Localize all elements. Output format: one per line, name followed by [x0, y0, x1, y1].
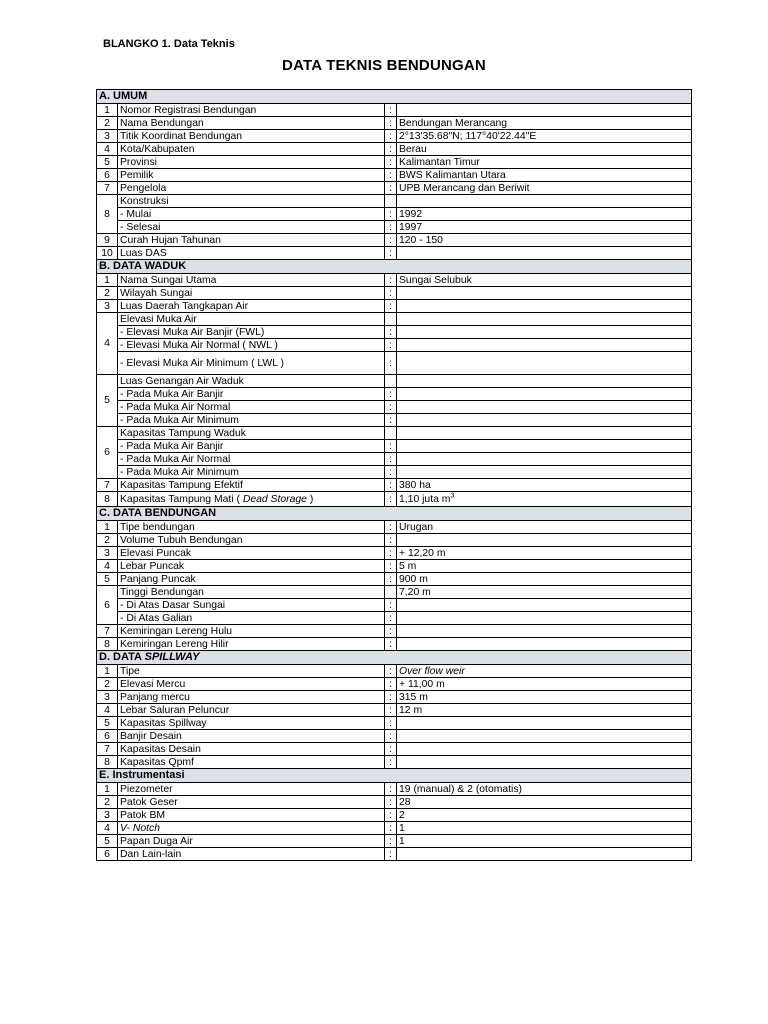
separator [385, 427, 397, 440]
row-label: - Pada Muka Air Banjir [118, 440, 385, 453]
row-label: Panjang Puncak [118, 573, 385, 586]
table-row [97, 195, 692, 208]
row-value [397, 638, 692, 651]
separator: : [385, 678, 397, 691]
row-number: 4 [97, 143, 118, 156]
separator: : [385, 117, 397, 130]
separator [385, 313, 397, 326]
row-label: - Selesai [118, 221, 385, 234]
row-value [397, 388, 692, 401]
row-value [397, 848, 692, 861]
table-row [97, 560, 692, 573]
row-label: - Pada Muka Air Normal [118, 453, 385, 466]
row-value: 2°13'35.68"N; 117°40'22.44"E [397, 130, 692, 143]
row-label: Kapasitas Spillway [118, 717, 385, 730]
label-text: Kapasitas Tampung Mati ( [120, 493, 243, 505]
row-number: 2 [97, 678, 118, 691]
table-row [97, 440, 692, 453]
table-row [97, 534, 692, 547]
table-row [97, 453, 692, 466]
separator: : [385, 156, 397, 169]
separator: : [385, 756, 397, 769]
separator: : [385, 796, 397, 809]
separator [385, 195, 397, 208]
table-row [97, 796, 692, 809]
row-value [397, 300, 692, 313]
row-label: - Pada Muka Air Minimum [118, 466, 385, 479]
separator: : [385, 547, 397, 560]
row-value: 1 [397, 822, 692, 835]
row-value [397, 717, 692, 730]
row-value: 28 [397, 796, 692, 809]
row-number: 3 [97, 691, 118, 704]
separator: : [385, 717, 397, 730]
row-value [397, 466, 692, 479]
table-row [97, 117, 692, 130]
row-number: 3 [97, 300, 118, 313]
separator: : [385, 625, 397, 638]
separator: : [385, 665, 397, 678]
table-row [97, 130, 692, 143]
row-value: Over flow weir [397, 665, 692, 678]
separator: : [385, 326, 397, 339]
value-text: 1,10 juta m [399, 493, 451, 505]
section-title [97, 651, 692, 665]
section-title: B. DATA WADUK [97, 260, 692, 274]
row-value: 380 ha [397, 479, 692, 492]
separator [385, 586, 397, 599]
row-label: Kapasitas Qpmf [118, 756, 385, 769]
row-label: - Pada Muka Air Minimum [118, 414, 385, 427]
separator: : [385, 691, 397, 704]
row-number: 1 [97, 783, 118, 796]
row-value [397, 612, 692, 625]
table-row [97, 612, 692, 625]
table-row [97, 625, 692, 638]
label-italic: Dead Storage [242, 493, 307, 505]
table-row [97, 156, 692, 169]
row-label: - Elevasi Muka Air Minimum ( LWL ) [118, 352, 385, 375]
table-row [97, 521, 692, 534]
separator: : [385, 104, 397, 117]
row-label: Piezometer [118, 783, 385, 796]
separator: : [385, 287, 397, 300]
form-label: BLANGKO 1. Data Teknis [103, 38, 235, 50]
row-number: 3 [97, 130, 118, 143]
row-number: 8 [97, 492, 118, 507]
row-label: Volume Tubuh Bendungan [118, 534, 385, 547]
table-row [97, 704, 692, 717]
separator: : [385, 560, 397, 573]
table-row [97, 835, 692, 848]
row-label: Lebar Saluran Peluncur [118, 704, 385, 717]
row-label: Elevasi Puncak [118, 547, 385, 560]
row-value [397, 730, 692, 743]
row-number: 2 [97, 117, 118, 130]
row-value: 1997 [397, 221, 692, 234]
row-label [118, 492, 385, 507]
separator: : [385, 783, 397, 796]
row-value: Sungai Selubuk [397, 274, 692, 287]
row-label: Kapasitas Tampung Waduk [118, 427, 385, 440]
table-row [97, 221, 692, 234]
table-row [97, 388, 692, 401]
row-label: Curah Hujan Tahunan [118, 234, 385, 247]
separator: : [385, 388, 397, 401]
separator: : [385, 440, 397, 453]
row-label: Patok BM [118, 809, 385, 822]
row-label: Kapasitas Tampung Efektif [118, 479, 385, 492]
separator: : [385, 352, 397, 375]
row-value: 19 (manual) & 2 (otomatis) [397, 783, 692, 796]
table-row [97, 730, 692, 743]
row-value [397, 195, 692, 208]
row-label: Tipe [118, 665, 385, 678]
row-label: - Pada Muka Air Normal [118, 401, 385, 414]
row-label: V- Notch [118, 822, 385, 835]
separator: : [385, 809, 397, 822]
separator: : [385, 453, 397, 466]
table-row [97, 427, 692, 440]
row-number: 9 [97, 234, 118, 247]
row-label: Provinsi [118, 156, 385, 169]
row-value: 7,20 m [397, 586, 692, 599]
row-number: 2 [97, 796, 118, 809]
section-header-spillway [97, 651, 692, 665]
row-label: Nama Sungai Utama [118, 274, 385, 287]
section-title-text: D. DATA [99, 651, 145, 663]
row-value: Urugan [397, 521, 692, 534]
separator: : [385, 573, 397, 586]
row-label: Luas DAS [118, 247, 385, 260]
table-row [97, 783, 692, 796]
row-value: UPB Merancang dan Beriwit [397, 182, 692, 195]
row-number: 2 [97, 287, 118, 300]
page-title: DATA TEKNIS BENDUNGAN [282, 57, 486, 74]
section-title: E. Instrumentasi [97, 769, 692, 783]
separator: : [385, 638, 397, 651]
table-row [97, 466, 692, 479]
table-row [97, 717, 692, 730]
row-number: 4 [97, 822, 118, 835]
separator: : [385, 401, 397, 414]
row-number: 4 [97, 560, 118, 573]
row-value [397, 599, 692, 612]
row-label: Dan Lain-lain [118, 848, 385, 861]
row-number: 1 [97, 104, 118, 117]
row-number: 6 [97, 730, 118, 743]
row-value [397, 492, 692, 507]
table-row [97, 313, 692, 326]
row-label: Titik Koordinat Bendungan [118, 130, 385, 143]
table-row [97, 743, 692, 756]
row-value [397, 743, 692, 756]
row-label: Kemiringan Lereng Hulu [118, 625, 385, 638]
row-label: Nomor Registrasi Bendungan [118, 104, 385, 117]
separator: : [385, 247, 397, 260]
separator: : [385, 479, 397, 492]
section-header-instrumentasi [97, 769, 692, 783]
separator: : [385, 612, 397, 625]
row-value [397, 401, 692, 414]
separator: : [385, 743, 397, 756]
table-row [97, 848, 692, 861]
section-title: C. DATA BENDUNGAN [97, 507, 692, 521]
table-row [97, 247, 692, 260]
row-number: 5 [97, 835, 118, 848]
row-number: 1 [97, 274, 118, 287]
table-row [97, 599, 692, 612]
separator: : [385, 730, 397, 743]
table-row [97, 822, 692, 835]
row-value [397, 756, 692, 769]
unit-superscript: 3 [450, 492, 455, 500]
table-row [97, 326, 692, 339]
table-row [97, 665, 692, 678]
separator: : [385, 339, 397, 352]
row-label: Luas Genangan Air Waduk [118, 375, 385, 388]
table-row [97, 182, 692, 195]
row-number: 5 [97, 573, 118, 586]
row-value: 1 [397, 835, 692, 848]
row-label: - Di Atas Dasar Sungai [118, 599, 385, 612]
table-row [97, 809, 692, 822]
row-value: Bendungan Merancang [397, 117, 692, 130]
separator: : [385, 234, 397, 247]
row-value [397, 414, 692, 427]
row-label: Nama Bendungan [118, 117, 385, 130]
row-label: Konstruksi [118, 195, 385, 208]
table-row [97, 208, 692, 221]
separator: : [385, 521, 397, 534]
row-label: Wilayah Sungai [118, 287, 385, 300]
row-value [397, 104, 692, 117]
separator: : [385, 274, 397, 287]
separator: : [385, 221, 397, 234]
row-value [397, 534, 692, 547]
row-value [397, 625, 692, 638]
row-label: - Mulai [118, 208, 385, 221]
separator: : [385, 130, 397, 143]
row-value: 900 m [397, 573, 692, 586]
row-label: Pemilik [118, 169, 385, 182]
row-number: 5 [97, 156, 118, 169]
row-label: Banjir Desain [118, 730, 385, 743]
table-row [97, 573, 692, 586]
section-header-bendungan [97, 507, 692, 521]
row-label: Elevasi Mercu [118, 678, 385, 691]
row-label: Papan Duga Air [118, 835, 385, 848]
row-value: + 12,20 m [397, 547, 692, 560]
separator: : [385, 534, 397, 547]
row-value [397, 287, 692, 300]
table-row [97, 638, 692, 651]
section-header-umum [97, 90, 692, 104]
row-number: 6 [97, 848, 118, 861]
row-value [397, 440, 692, 453]
row-label: Lebar Puncak [118, 560, 385, 573]
row-value [397, 247, 692, 260]
separator [385, 375, 397, 388]
row-value [397, 427, 692, 440]
separator: : [385, 414, 397, 427]
row-value [397, 326, 692, 339]
table-row [97, 274, 692, 287]
row-label: Kemiringan Lereng Hilir [118, 638, 385, 651]
row-number: 4 [97, 313, 118, 375]
row-label: - Elevasi Muka Air Banjir (FWL) [118, 326, 385, 339]
row-number: 6 [97, 427, 118, 479]
row-value: Kalimantan Timur [397, 156, 692, 169]
table-row [97, 547, 692, 560]
table-row [97, 143, 692, 156]
section-title-italic: SPILLWAY [144, 651, 200, 663]
table-row [97, 234, 692, 247]
row-label: Tipe bendungan [118, 521, 385, 534]
table-row [97, 287, 692, 300]
separator: : [385, 143, 397, 156]
row-number: 7 [97, 743, 118, 756]
row-label: Kapasitas Desain [118, 743, 385, 756]
separator: : [385, 182, 397, 195]
separator: : [385, 599, 397, 612]
row-number: 7 [97, 479, 118, 492]
row-label: - Elevasi Muka Air Normal ( NWL ) [118, 339, 385, 352]
separator: : [385, 835, 397, 848]
row-value: 1992 [397, 208, 692, 221]
row-label: Panjang mercu [118, 691, 385, 704]
row-number: 6 [97, 169, 118, 182]
separator: : [385, 169, 397, 182]
table-row [97, 691, 692, 704]
separator: : [385, 848, 397, 861]
row-number: 5 [97, 717, 118, 730]
row-number: 3 [97, 809, 118, 822]
row-label: Kota/Kabupaten [118, 143, 385, 156]
table-row [97, 401, 692, 414]
table-row [97, 339, 692, 352]
row-value: 5 m [397, 560, 692, 573]
row-value [397, 375, 692, 388]
row-value: 315 m [397, 691, 692, 704]
row-value: BWS Kalimantan Utara [397, 169, 692, 182]
row-number: 5 [97, 375, 118, 427]
label-text: ) [306, 493, 314, 505]
row-number: 1 [97, 521, 118, 534]
row-number: 8 [97, 638, 118, 651]
row-value: 2 [397, 809, 692, 822]
row-number: 6 [97, 586, 118, 625]
row-value: 120 - 150 [397, 234, 692, 247]
row-value [397, 339, 692, 352]
row-label: - Pada Muka Air Banjir [118, 388, 385, 401]
separator: : [385, 822, 397, 835]
row-number: 8 [97, 756, 118, 769]
row-number: 3 [97, 547, 118, 560]
section-title: A. UMUM [97, 90, 692, 104]
separator: : [385, 492, 397, 507]
row-number: 2 [97, 534, 118, 547]
row-number: 4 [97, 704, 118, 717]
row-value [397, 352, 692, 375]
separator: : [385, 466, 397, 479]
row-number: 8 [97, 195, 118, 234]
row-label: Patok Geser [118, 796, 385, 809]
row-number: 7 [97, 625, 118, 638]
row-value: 12 m [397, 704, 692, 717]
table-row [97, 678, 692, 691]
row-label: Luas Daerah Tangkapan Air [118, 300, 385, 313]
row-value: Berau [397, 143, 692, 156]
row-number: 10 [97, 247, 118, 260]
row-value [397, 453, 692, 466]
separator: : [385, 208, 397, 221]
row-label: - Di Atas Galian [118, 612, 385, 625]
separator: : [385, 704, 397, 717]
technical-data-table [96, 89, 692, 861]
table-row [97, 300, 692, 313]
table-row [97, 479, 692, 492]
table-row [97, 414, 692, 427]
row-value: + 11,00 m [397, 678, 692, 691]
table-row [97, 586, 692, 599]
table-row [97, 375, 692, 388]
section-header-waduk [97, 260, 692, 274]
table-row [97, 756, 692, 769]
row-label: Elevasi Muka Air [118, 313, 385, 326]
row-label: Pengelola [118, 182, 385, 195]
row-number: 7 [97, 182, 118, 195]
row-number: 1 [97, 665, 118, 678]
table-row [97, 492, 692, 507]
row-label: Tinggi Bendungan [118, 586, 385, 599]
table-row [97, 169, 692, 182]
separator: : [385, 300, 397, 313]
table-row [97, 352, 692, 375]
table-row [97, 104, 692, 117]
row-value [397, 313, 692, 326]
